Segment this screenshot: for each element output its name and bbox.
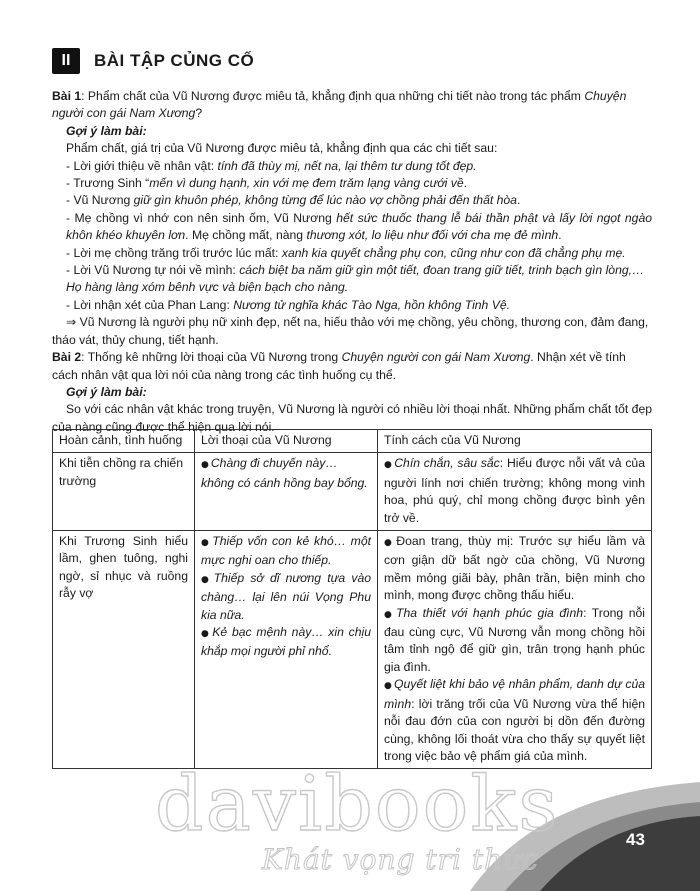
bai1-line-3-lead: - Vũ Nương [66, 193, 134, 208]
bai2-hint-label: Gợi ý làm bài: [66, 384, 147, 399]
row2-dialogue-3 [201, 624, 371, 661]
row2-dialogue [195, 531, 378, 769]
bai1-line-3-quote: giữ gìn khuôn phép, không từng để lúc nào vợ chồng phải đến thất hòa [133, 193, 517, 208]
bai2-intro: So với các nhân vật khác trong truyện, Vũ Nương là người có nhiều lời thoại nhất. Những phẩm chất tốt đẹp của nàng cũng được thể hiện qua lời nói. [52, 402, 652, 434]
row2-situation: Khi Trương Sinh hiểu lầm, ghen tuông, nghi ngờ, sỉ nhục và ruồng rẫy vợ [53, 531, 195, 769]
bai1-line-4 [52, 210, 652, 245]
bai1-line-6 [52, 262, 652, 297]
bullet-icon: ● [384, 460, 393, 471]
bai1-line-3 [52, 192, 652, 209]
row2-trait-1 [384, 533, 645, 605]
row1-trait-text: : Hiểu được nỗi vất vả của người lính nơi chiến trường; không mong vinh hoa, phú quý, chỉ mong chồng được bình yên trở về. [384, 456, 645, 525]
bai1-question [52, 88, 652, 123]
bullet-icon: ● [384, 538, 395, 549]
table-header-dialogue: Lời thoại của Vũ Nương [195, 430, 378, 453]
row2-trait [378, 531, 652, 769]
section-title: BÀI TẬP CỦNG CỐ [94, 51, 255, 70]
bai2-question [52, 349, 652, 384]
section-number-badge: II [52, 48, 80, 74]
row1-dialogue [195, 453, 378, 531]
bai1-question-end: ? [195, 106, 203, 121]
bai1-line-4-quote-2: thương xót, lo liệu như đối với cha mẹ đẻ mình [306, 228, 559, 243]
bai1-line-7 [52, 297, 652, 314]
bai1-line-3-end: . [516, 193, 521, 208]
content-body [52, 88, 652, 436]
row2-trait-3 [384, 676, 645, 765]
row1-situation: Khi tiễn chồng ra chiến trường [53, 453, 195, 531]
bullet-icon: ● [384, 681, 393, 692]
table-row [53, 531, 652, 769]
bai1-line-1-lead: - Lời giới thiệu về nhân vật: [66, 158, 218, 173]
row2-trait-2-label: Tha thiết với hạnh phúc gia đình [396, 605, 584, 620]
row2-trait-2 [384, 605, 645, 677]
bai2-label: Bài 2 [52, 350, 82, 365]
row2-dialogue-1-text: Thiếp vốn con kẻ khó… một mực nghi oan cho thiếp. [201, 534, 372, 568]
arrow-right-icon: ⇒ [66, 315, 77, 330]
bai1-line-5-quote: xanh kia quyết chẳng phụ con, cũng như con đã chẳng phụ mẹ. [281, 245, 626, 260]
bai1-line-1 [52, 158, 652, 175]
bai1-line-4-quote: hết sức thuốc thang lễ bái thần phật và lấy lời ngọt ngào khôn khéo khuyên lơn [66, 210, 653, 243]
bai2-question-text-2: . Nhận xét về tính cách nhân vật qua lời nói của nàng trong các tình huống cụ thể. [52, 350, 626, 382]
bullet-icon: ● [201, 629, 211, 640]
bai1-line-5-lead: - Lời mẹ chồng trăng trối trước lúc mất: [66, 245, 282, 260]
bai1-question-title: Chuyện người con gái Nam Xương [52, 89, 627, 121]
table-header-situation: Hoàn cảnh, tình huống [53, 430, 195, 453]
bullet-icon: ● [201, 574, 212, 585]
section-header [52, 48, 254, 74]
bullet-icon: ● [201, 460, 209, 471]
bai2-question-title: Chuyện người con gái Nam Xương [341, 350, 531, 365]
table-row [53, 453, 652, 531]
bai1-intro: Phẩm chất, giá trị của Vũ Nương được miêu tả, khẳng định qua các chi tiết sau: [66, 141, 498, 156]
row2-dialogue-3-text: Kẻ bạc mệnh này… xin chịu khắp mọi người phỉ nhổ. [201, 625, 372, 659]
bai2-question-text: : Thống kê những lời thoại của Vũ Nương trong [81, 350, 342, 365]
bai1-line-4-end: . [558, 228, 562, 243]
row2-dialogue-1 [201, 533, 371, 570]
bai1-line-1-quote: tính đã thùy mị, nết na, lại thêm tư dung tốt đẹp. [217, 158, 477, 173]
row1-trait [378, 453, 652, 531]
table-header-row [53, 430, 652, 453]
bai1-line-4-lead: - Mẹ chồng vì nhớ con nên sinh ốm, Vũ Nương [66, 210, 337, 225]
bullet-icon: ● [384, 609, 395, 620]
bai1-line-4-mid: . Mẹ chồng mất, nàng [185, 228, 307, 243]
bai1-line-5 [52, 245, 652, 262]
row2-trait-3-label: Quyết liệt khi bảo vệ nhân phẩm, danh dự của mình [384, 677, 645, 711]
bai1-line-2-quote: mến vì dung hạnh, xin với mẹ đem trăm lạng vàng cưới về [149, 176, 464, 191]
page-number: 43 [626, 830, 645, 849]
bai1-line-2-lead: - Trương Sinh “ [66, 176, 150, 191]
bai1-line-7-quote: Nương tử nghĩa khác Tào Nga, hồn không Tinh Vệ. [233, 297, 511, 312]
row2-trait-2-text: : Trong nỗi đau cùng cực, Vũ Nương vẫn mong chồng hồi tâm tỉnh ngộ để giữ gìn, trân trọng hạnh phúc gia đình. [384, 605, 645, 674]
row2-trait-3-text: : lời trăng trối của Vũ Nương vừa thể hiện nỗi đau đớn của con người bị dồn đến đường cùng, không lối thoát vừa cho thấy sự quyết liệt trong việc bảo vệ phẩm giá của mình. [384, 696, 645, 763]
table-header-trait: Tính cách của Vũ Nương [378, 430, 652, 453]
bai1-line-7-lead: - Lời nhận xét của Phan Lang: [66, 297, 234, 312]
bai1-label: Bài 1 [52, 89, 82, 103]
watermark-slogan: Khát vọng tri thức [262, 843, 539, 876]
bai1-line-2 [52, 175, 652, 192]
bai1-line-6-quote: cách biệt ba năm giữ gìn một tiết, đoan trang giữ tiết, trinh bạch gìn lòng,… Họ hàng làng xóm bênh vực và biện bạch cho nàng. [66, 263, 645, 295]
bai1-hint-label: Gợi ý làm bài: [66, 123, 147, 138]
row2-trait-1-text: Đoan trang, thùy mị: Trước sự hiểu lầm và cơn giận dữ bất ngờ của chồng, Vũ Nương mềm mỏng giãi bày, phân trần, biện minh cho mình, mong được chồng thấu hiểu. [384, 534, 645, 603]
bai1-line-2-end: . [463, 176, 468, 191]
davibooks-watermark: davibooks [155, 759, 560, 848]
bai1-question-text: : Phẩm chất của Vũ Nương được miêu tả, khẳng định qua những chi tiết nào trong tác phẩm [81, 89, 585, 103]
bullet-icon: ● [201, 538, 211, 549]
bai1-conclusion-text: Vũ Nương là người phụ nữ xinh đẹp, nết na, hiếu thảo với mẹ chồng, yêu chồng, thương con, đảm đang, tháo vát, thủy chung, tiết hạnh. [52, 315, 649, 347]
dialogue-table [52, 429, 652, 769]
bai1-conclusion [52, 314, 652, 349]
row1-dialogue-text: Chàng đi chuyến này… không có cánh hồng bay bổng. [201, 456, 368, 490]
row2-dialogue-2-text: Thiếp sở dĩ nương tựa vào chàng… lại lên núi Vọng Phu kia nữa. [201, 570, 371, 622]
bai1-line-6-lead: - Lời Vũ Nương tự nói về mình: [66, 263, 240, 278]
row2-dialogue-2 [201, 570, 371, 624]
row1-trait-label: Chín chắn, sâu sắc [394, 456, 500, 471]
